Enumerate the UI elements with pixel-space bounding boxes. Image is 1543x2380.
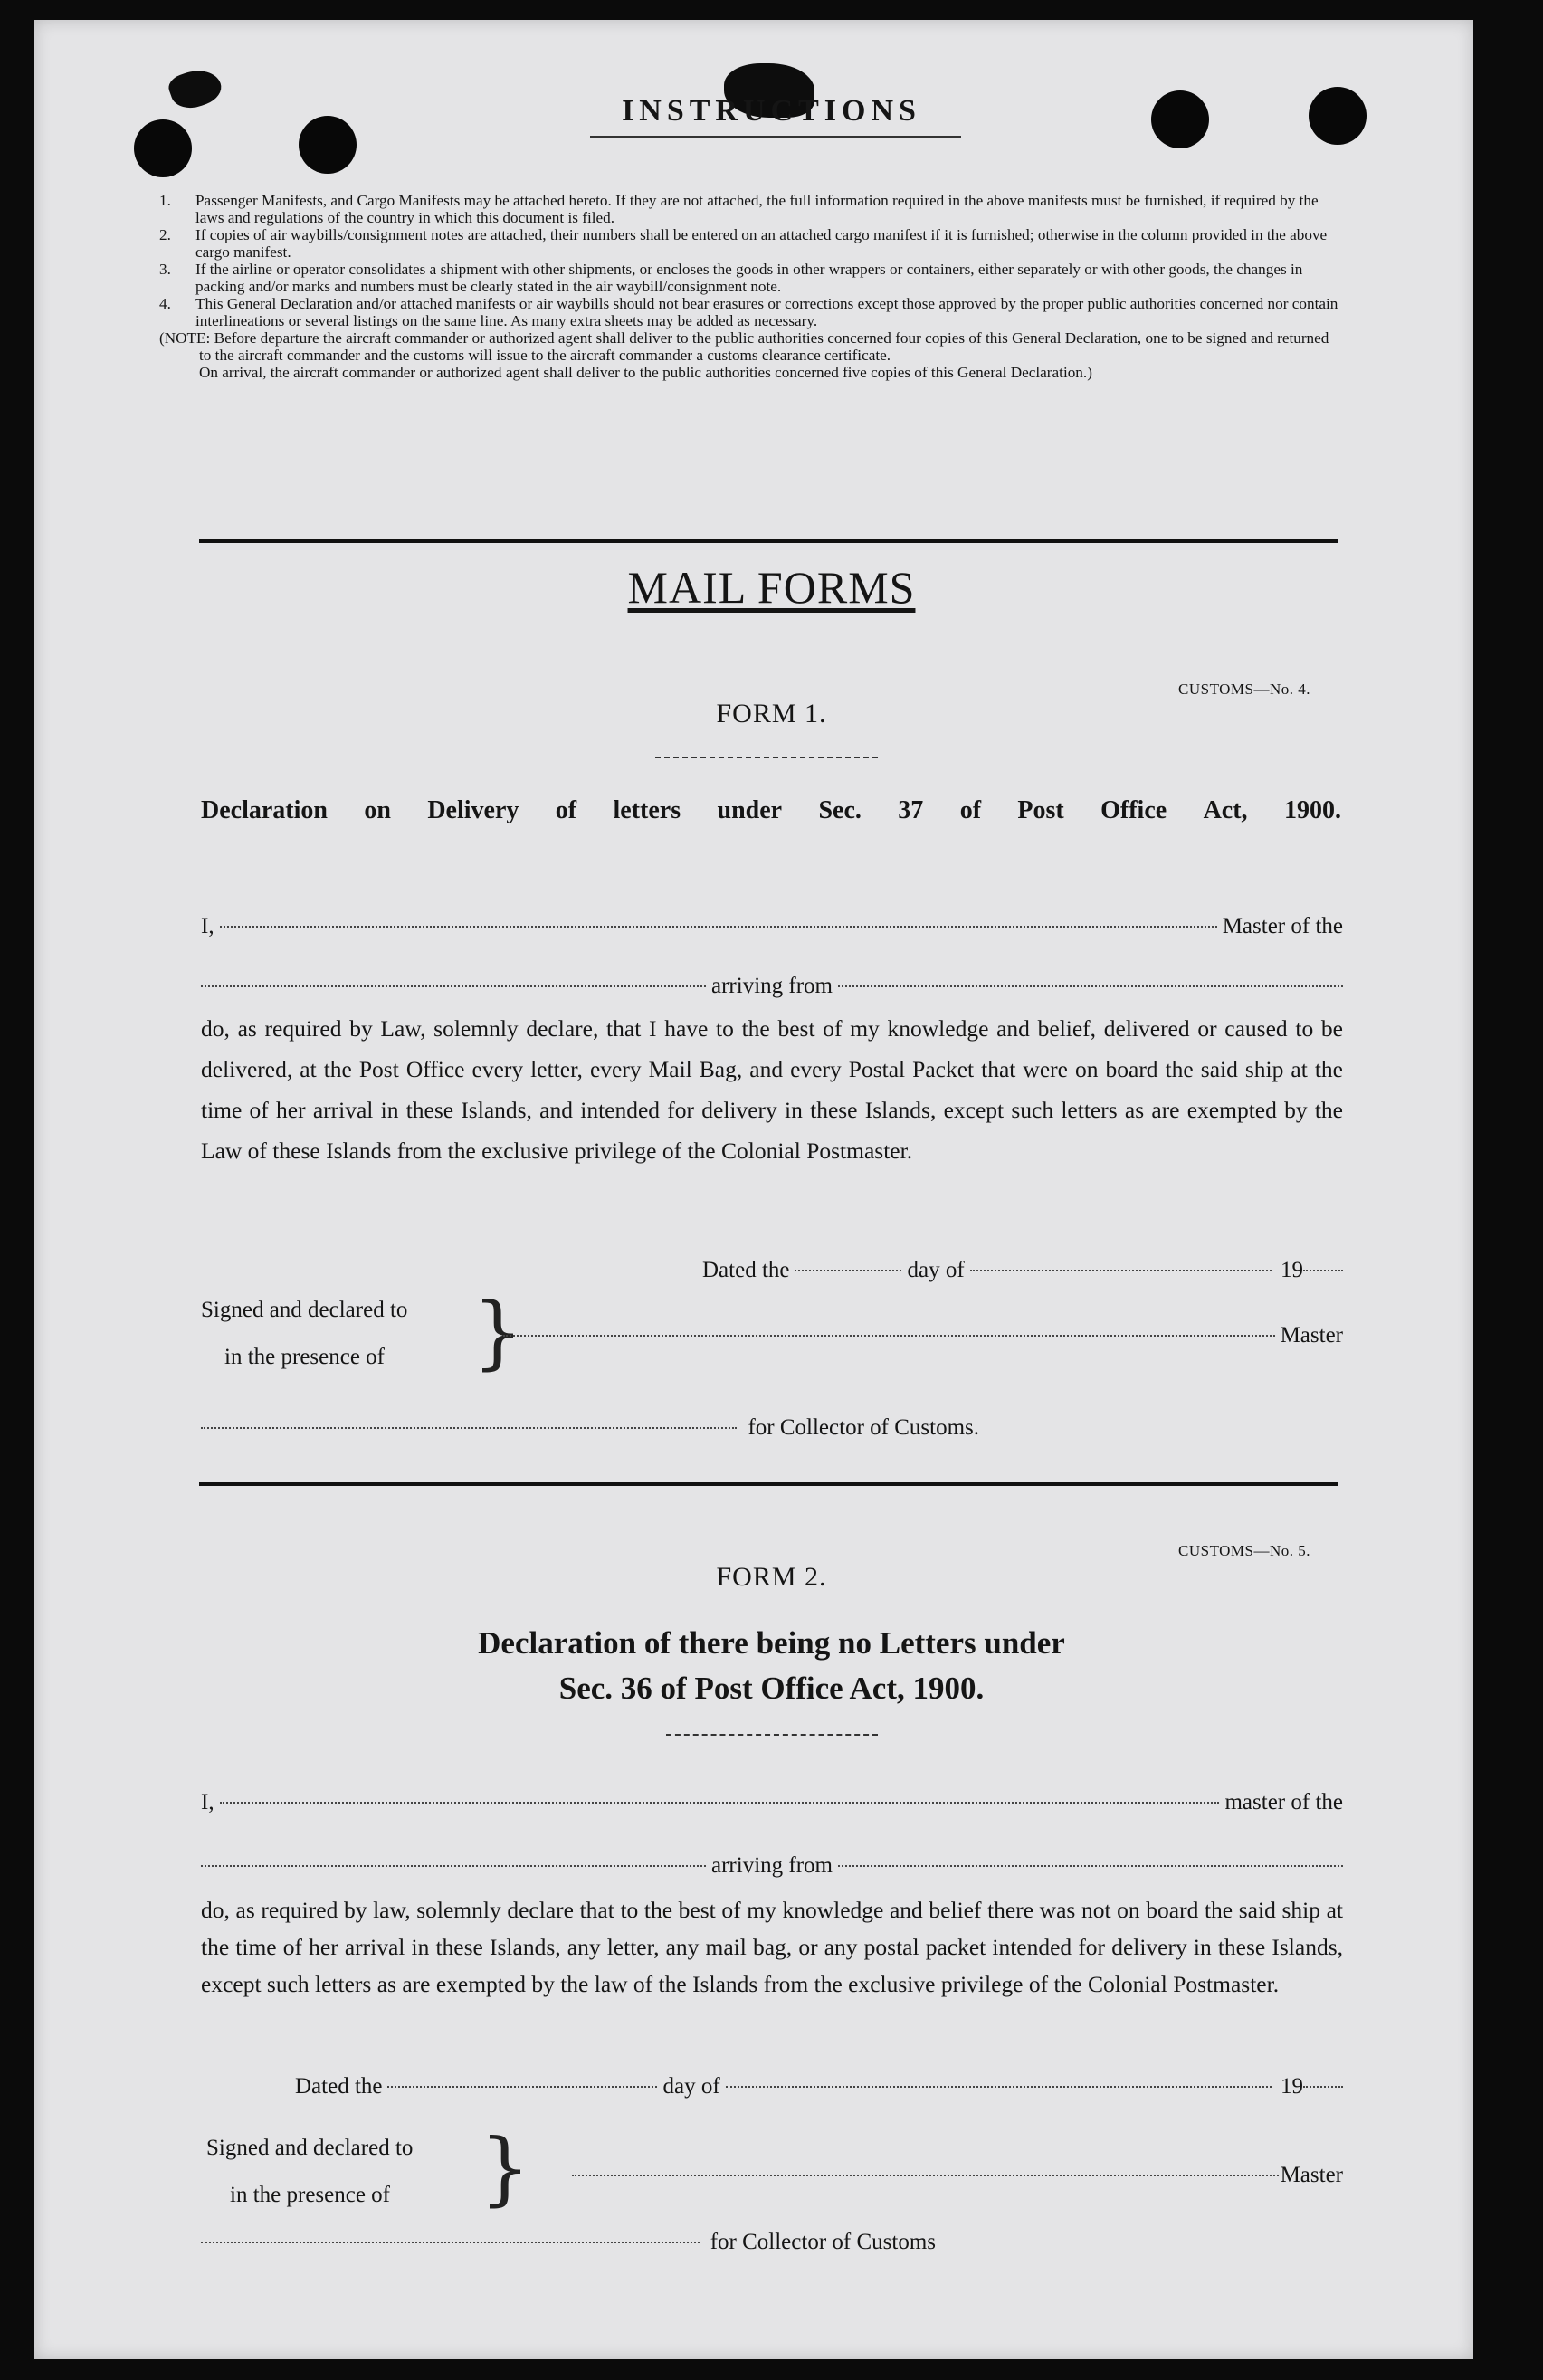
form1-title-rule — [655, 757, 878, 758]
form1-collector-line — [201, 1415, 979, 1441]
form2-collector-line — [201, 2230, 936, 2255]
form2-master-line — [201, 1790, 1343, 1815]
form2-customs-number: CUSTOMS—No. 5. — [1178, 1542, 1311, 1559]
ship-name-field[interactable] — [201, 1865, 706, 1867]
form1-arriving-line — [201, 974, 1343, 999]
arriving-from-label: arriving from — [711, 974, 833, 998]
heading-word: Sec. — [818, 796, 862, 824]
instruction-item — [159, 295, 1340, 329]
heading-word: Delivery — [427, 796, 519, 824]
instruction-text: If copies of air waybills/consignment notes are attached, their numbers shall be entered on an attached cargo manifest if it is furnished; otherwise in the column provided in the above cargo manifest. — [195, 226, 1328, 261]
instruction-text: This General Declaration and/or attached manifests or air waybills should not bear erasures or corrections except those approved by the proper public authorities concerned nor contain interlineations or several listings on the same line. As many extra sheets may be added as necessary. — [195, 295, 1338, 329]
dated-the-label: Dated the — [295, 2074, 383, 2099]
form1-customs-number: CUSTOMS—No. 4. — [1178, 681, 1311, 698]
heading-word: Post — [1017, 796, 1064, 824]
arriving-from-field[interactable] — [838, 985, 1343, 987]
name-field[interactable] — [220, 926, 1217, 928]
date-field[interactable] — [795, 1270, 901, 1271]
year-field[interactable] — [1303, 1270, 1343, 1271]
dated-the-label: Dated the — [702, 1258, 790, 1282]
day-of-label: day of — [907, 1258, 965, 1282]
form2-signed-line1: Signed and declared to — [206, 2136, 414, 2160]
instruction-note-arrival: On arrival, the aircraft commander or authorized agent shall deliver to the public authorities concerned five copies of this General Declaration.) — [199, 364, 1092, 381]
master-signature-field[interactable] — [503, 1335, 1275, 1337]
heading-word: of — [555, 796, 577, 824]
instruction-number: 2. — [159, 226, 171, 243]
form1-signed-line2: in the presence of — [224, 1345, 386, 1369]
instructions-list — [159, 192, 1340, 381]
master-of-the-label: master of the — [1224, 1790, 1343, 1814]
mail-forms-title: MAIL FORMS — [627, 562, 916, 613]
arriving-from-field[interactable] — [838, 1865, 1343, 1867]
form1-title: FORM 1. — [716, 699, 827, 728]
master-of-the-label: Master of the — [1222, 914, 1343, 938]
form2-body: do, as required by law, solemnly declare that to the best of my knowledge and belief there was not on board the said ship at the time of her arrival in these Islands, any letter, any mail bag, or any postal packet intended for delivery in these Islands, except such letters as are exempted by the law of the Islands from the exclusive privilege of the Colonial Postmaster. — [201, 1897, 1343, 1997]
month-field[interactable] — [970, 1270, 1272, 1271]
instruction-number: 1. — [159, 192, 171, 209]
form2-signed-line2: in the presence of — [230, 2183, 391, 2207]
heading-word: of — [959, 796, 982, 824]
for-collector-label: for Collector of Customs. — [748, 1415, 979, 1440]
heading-word: 37 — [898, 796, 924, 824]
heading-word: Act, — [1203, 796, 1248, 824]
date-field[interactable] — [387, 2086, 657, 2088]
form2-declaration-heading-line2: Sec. 36 of Post Office Act, 1900. — [558, 1671, 985, 1706]
year-label: 19 — [1281, 1258, 1303, 1282]
form1-signed-line1: Signed and declared to — [201, 1298, 408, 1322]
master-signature-field[interactable] — [572, 2175, 1279, 2176]
form2-declaration-heading-line1: Declaration of there being no Letters under — [478, 1625, 1065, 1661]
form2-title: FORM 2. — [716, 1562, 827, 1592]
heading-word: under — [717, 796, 783, 824]
heading-word: Declaration — [201, 796, 328, 824]
form2-heading-rule — [666, 1734, 878, 1736]
form2-arriving-line — [201, 1853, 1343, 1879]
ship-name-field[interactable] — [201, 985, 706, 987]
instruction-text: If the airline or operator consolidates a shipment with other shipments, or encloses the goods in other wrappers or containers, either separately or with other goods, the changes in packing and/or marks and numbers must be clearly stated in the air waybill/consignment note. — [195, 261, 1303, 295]
form1-declaration-heading — [201, 796, 1341, 825]
form2-dated-line — [295, 2074, 1343, 2099]
month-field[interactable] — [726, 2086, 1272, 2088]
heading-word: Office — [1100, 796, 1167, 824]
heading-word: on — [364, 796, 391, 824]
instruction-item — [159, 261, 1340, 295]
form1-brace: } — [472, 1285, 523, 1378]
i-label: I, — [201, 1790, 214, 1814]
for-collector-label: for Collector of Customs — [710, 2230, 936, 2254]
instruction-note: (NOTE: Before departure the aircraft commander or authorized agent shall deliver to the public authorities concerned four copies of this General Declaration, one to be signed and returned to the aircraft commander and the customs will issue to the aircraft commander a customs clearance certificate. — [159, 329, 1329, 364]
instruction-text: Passenger Manifests, and Cargo Manifests may be attached hereto. If they are not attached, the full information required in the above manifests must be furnished, if required by the laws and regulations of the country in which this document is filed. — [195, 192, 1319, 226]
master-label: Master — [1280, 2163, 1343, 2187]
heading-word: 1900. — [1283, 796, 1341, 824]
form1-body: do, as required by Law, solemnly declare, that I have to the best of my knowledge and belief, delivered or caused to be delivered, at the Post Office every letter, every Mail Bag, and every Postal Packet that were on board the said ship at the time of her arrival in these Islands, and intended for delivery in these Islands, except such letters as are exempted by the Law of these Islands from the exclusive privilege of the Colonial Postmaster. — [201, 1015, 1343, 1164]
instruction-number: 3. — [159, 261, 171, 278]
year-label: 19 — [1281, 2074, 1303, 2099]
instructions-underline — [590, 136, 961, 138]
form2-master-signature-line — [572, 2163, 1343, 2188]
collector-signature-field[interactable] — [201, 2242, 700, 2243]
name-field[interactable] — [220, 1802, 1220, 1804]
instruction-item — [159, 192, 1340, 226]
heading-word: letters — [613, 796, 681, 824]
section-divider — [199, 539, 1338, 543]
master-label: Master — [1280, 1323, 1343, 1347]
instruction-item — [159, 226, 1340, 261]
form1-master-line — [201, 914, 1343, 939]
day-of-label: day of — [662, 2074, 720, 2099]
instructions-title: INSTRUCTIONS — [622, 94, 921, 128]
arriving-from-label: arriving from — [711, 1853, 833, 1878]
form1-master-signature-line — [503, 1323, 1343, 1348]
form-divider — [199, 1482, 1338, 1486]
form2-brace: } — [480, 2121, 530, 2214]
year-field[interactable] — [1303, 2086, 1343, 2088]
collector-signature-field[interactable] — [201, 1427, 737, 1429]
form1-dated-line — [702, 1258, 1343, 1283]
instruction-number: 4. — [159, 295, 171, 312]
i-label: I, — [201, 914, 214, 938]
